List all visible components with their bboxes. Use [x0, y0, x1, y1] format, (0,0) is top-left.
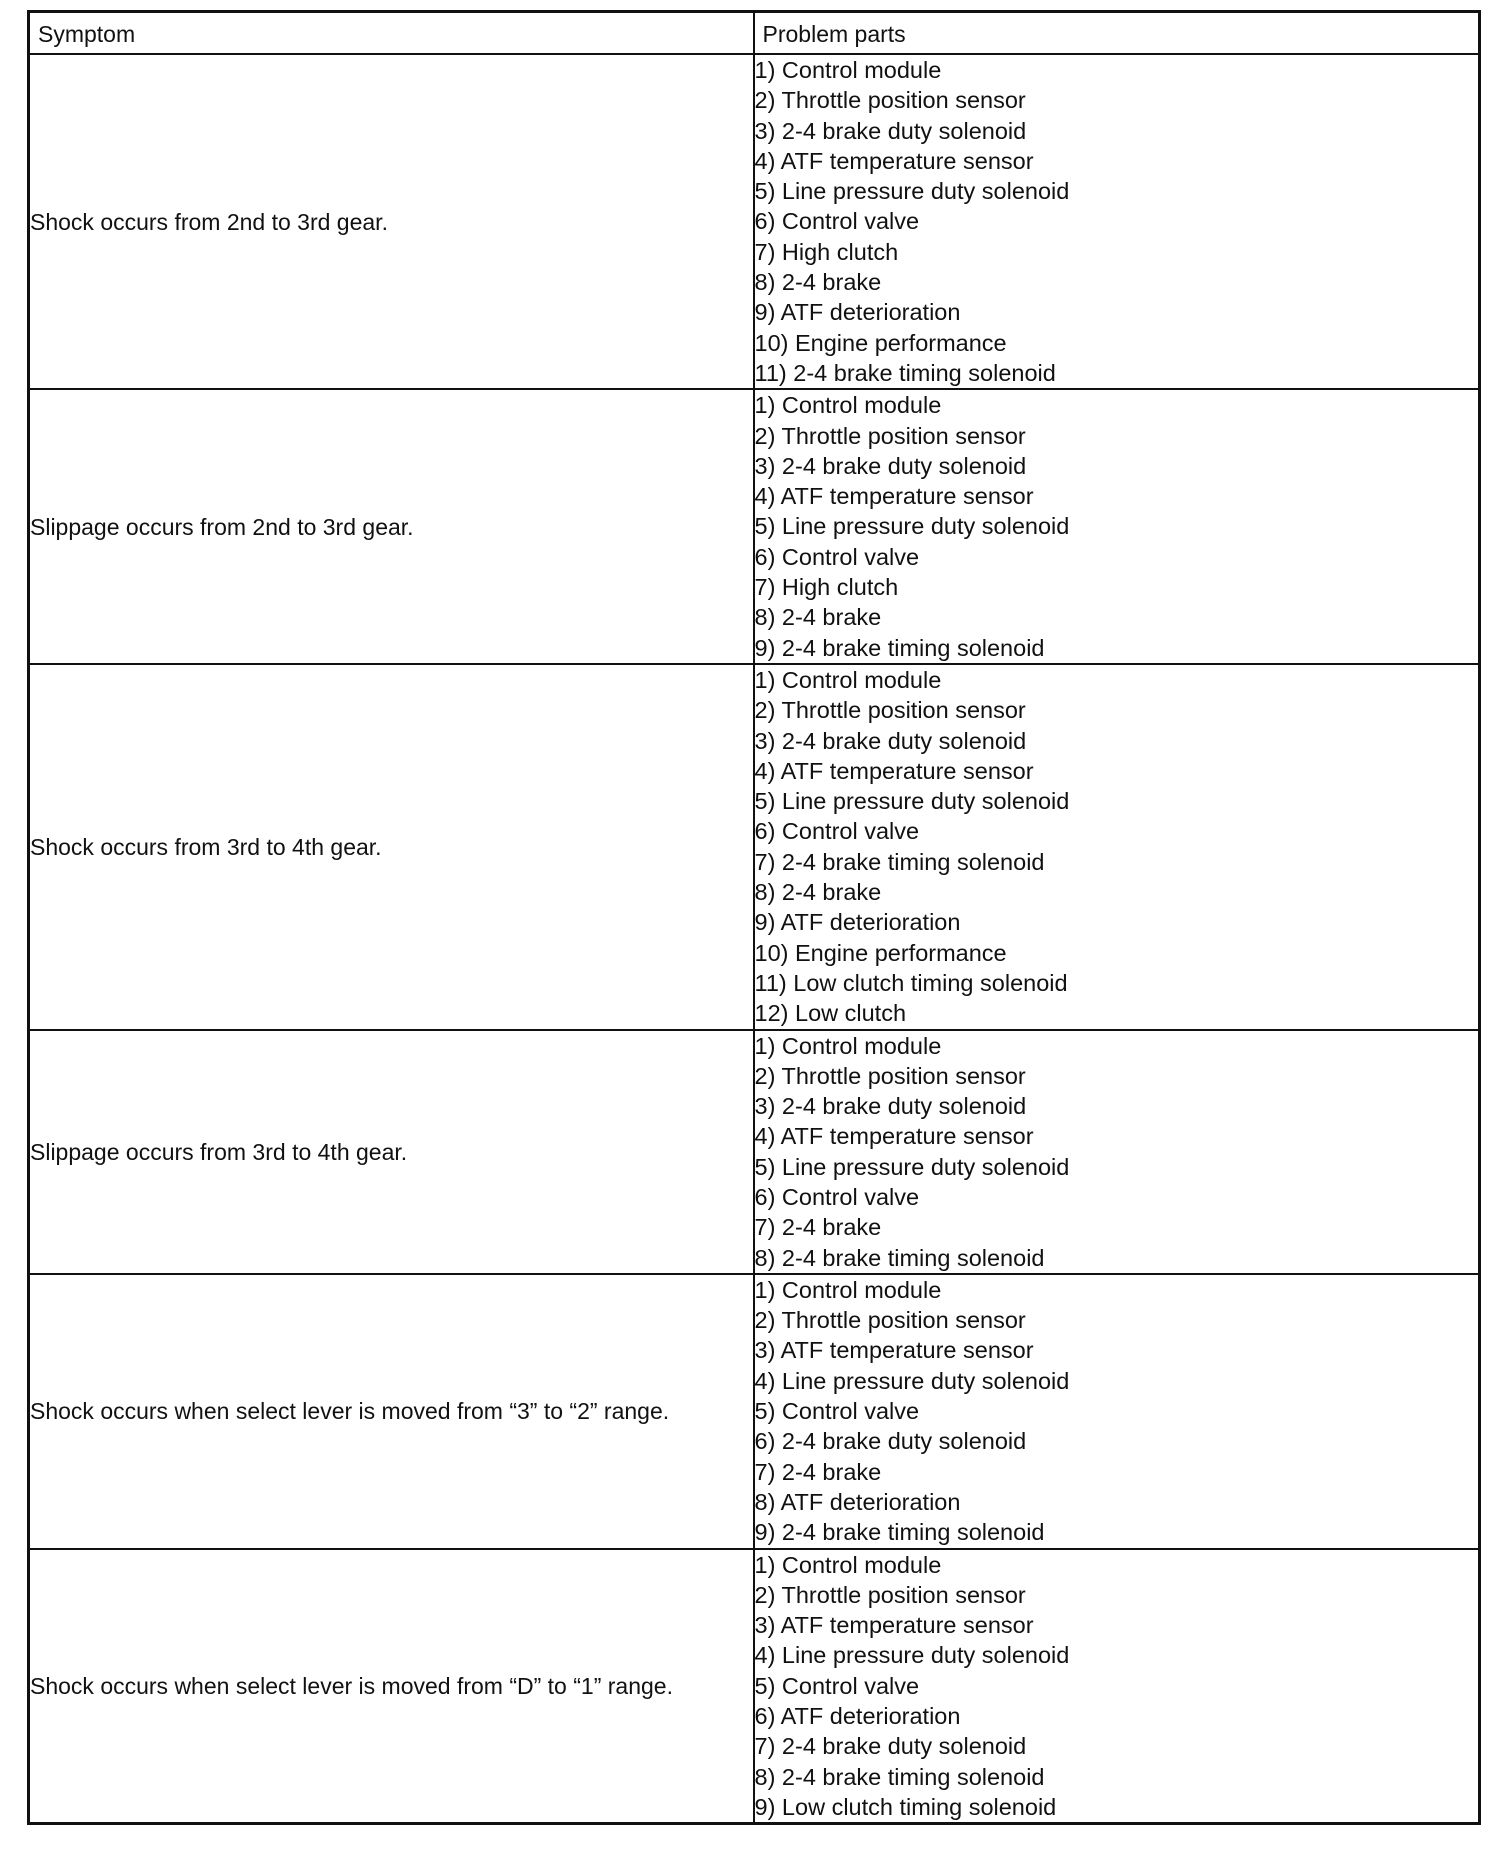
list-item: 3) ATF temperature sensor	[754, 1337, 1034, 1364]
list-item: 9) 2-4 brake timing solenoid	[754, 634, 1045, 661]
problem-parts-cell	[754, 664, 1480, 1030]
problem-parts-list	[755, 1031, 1479, 1273]
list-item: 2) Throttle position sensor	[754, 1307, 1026, 1334]
list-item: 9) Low clutch timing solenoid	[754, 1793, 1057, 1820]
list-item: 4) ATF temperature sensor	[754, 147, 1034, 174]
list-item: 5) Line pressure duty solenoid	[754, 1153, 1070, 1180]
list-item: 3) 2-4 brake duty solenoid	[754, 1093, 1027, 1120]
list-item: 1) Control module	[754, 392, 942, 419]
problem-parts-cell	[754, 1549, 1480, 1824]
list-item: 2) Throttle position sensor	[754, 697, 1026, 724]
symptom-cell: Shock occurs from 2nd to 3rd gear.	[29, 54, 754, 389]
list-item: 2) Throttle position sensor	[754, 1062, 1026, 1089]
list-item: 1) Control module	[754, 1276, 942, 1303]
list-item: 4) ATF temperature sensor	[754, 1123, 1034, 1150]
list-item: 1) Control module	[754, 57, 942, 83]
list-item: 3) 2-4 brake duty solenoid	[754, 452, 1027, 479]
list-item: 7) 2-4 brake	[754, 1214, 882, 1241]
problem-parts-list	[755, 1550, 1479, 1823]
list-item: 8) 2-4 brake	[754, 269, 882, 296]
symptom-cell: Slippage occurs from 3rd to 4th gear.	[29, 1030, 754, 1274]
list-item: 8) 2-4 brake timing solenoid	[754, 1763, 1045, 1790]
list-item: 6) Control valve	[754, 208, 920, 235]
table-row	[29, 54, 1480, 389]
problem-parts-cell	[754, 389, 1480, 664]
list-item: 1) Control module	[754, 666, 942, 693]
list-item: 2) Throttle position sensor	[754, 87, 1026, 114]
symptom-cell: Shock occurs from 3rd to 4th gear.	[29, 664, 754, 1030]
list-item: 5) Control valve	[754, 1672, 920, 1699]
symptom-cell: Shock occurs when select lever is moved from “D” to “1” range.	[29, 1549, 754, 1824]
header-symptom: Symptom	[29, 12, 754, 55]
list-item: 5) Line pressure duty solenoid	[754, 513, 1070, 540]
table-row	[29, 1030, 1480, 1274]
list-item: 5) Control valve	[754, 1398, 920, 1425]
list-item: 7) High clutch	[754, 574, 899, 601]
list-item: 9) 2-4 brake timing solenoid	[754, 1519, 1045, 1546]
table-header	[29, 12, 1480, 55]
list-item: 6) Control valve	[754, 543, 920, 570]
list-item: 8) ATF deterioration	[754, 1488, 961, 1515]
list-item: 3) ATF temperature sensor	[754, 1612, 1034, 1639]
list-item: 6) Control valve	[754, 818, 920, 845]
problem-parts-cell	[754, 1030, 1480, 1274]
list-item: 8) 2-4 brake	[754, 879, 882, 906]
list-item: 7) High clutch	[754, 238, 899, 265]
table-body	[29, 54, 1480, 1824]
list-item: 9) ATF deterioration	[754, 909, 961, 936]
list-item: 5) Line pressure duty solenoid	[754, 788, 1070, 815]
list-item: 4) Line pressure duty solenoid	[754, 1642, 1070, 1669]
problem-parts-list	[755, 1275, 1479, 1548]
list-item: 1) Control module	[754, 1551, 942, 1578]
problem-parts-cell	[754, 54, 1480, 389]
list-item: 8) 2-4 brake	[754, 604, 882, 631]
list-item: 10) Engine performance	[754, 939, 1007, 966]
list-item: 5) Line pressure duty solenoid	[754, 178, 1070, 205]
table-row	[29, 1274, 1480, 1549]
list-item: 6) 2-4 brake duty solenoid	[754, 1428, 1027, 1455]
list-item: 4) ATF temperature sensor	[754, 757, 1034, 784]
list-item: 11) Low clutch timing solenoid	[754, 969, 1068, 996]
list-item: 6) ATF deterioration	[754, 1703, 961, 1730]
list-item: 8) 2-4 brake timing solenoid	[754, 1244, 1045, 1271]
table-row	[29, 1549, 1480, 1824]
list-item: 4) ATF temperature sensor	[754, 483, 1034, 510]
list-item: 12) Low clutch	[754, 1000, 907, 1027]
table-row	[29, 389, 1480, 664]
list-item: 10) Engine performance	[754, 329, 1007, 356]
list-item: 7) 2-4 brake	[754, 1458, 882, 1485]
list-item: 7) 2-4 brake timing solenoid	[754, 848, 1045, 875]
list-item: 3) 2-4 brake duty solenoid	[754, 727, 1027, 754]
problem-parts-list	[755, 55, 1479, 388]
problem-parts-cell	[754, 1274, 1480, 1549]
problem-parts-list	[755, 390, 1479, 663]
header-row	[29, 12, 1480, 55]
symptom-cell: Slippage occurs from 2nd to 3rd gear.	[29, 389, 754, 664]
list-item: 2) Throttle position sensor	[754, 1581, 1026, 1608]
list-item: 11) 2-4 brake timing solenoid	[754, 359, 1056, 386]
list-item: 2) Throttle position sensor	[754, 422, 1026, 449]
list-item: 9) ATF deterioration	[754, 299, 961, 326]
list-item: 7) 2-4 brake duty solenoid	[754, 1733, 1027, 1760]
list-item: 3) 2-4 brake duty solenoid	[754, 117, 1027, 144]
table-row	[29, 664, 1480, 1030]
list-item: 4) Line pressure duty solenoid	[754, 1367, 1070, 1394]
problem-parts-list	[755, 665, 1479, 1029]
symptom-table	[27, 10, 1481, 1825]
symptom-cell: Shock occurs when select lever is moved from “3” to “2” range.	[29, 1274, 754, 1549]
header-problem-parts: Problem parts	[754, 12, 1480, 55]
list-item: 6) Control valve	[754, 1183, 920, 1210]
list-item: 1) Control module	[754, 1032, 942, 1059]
